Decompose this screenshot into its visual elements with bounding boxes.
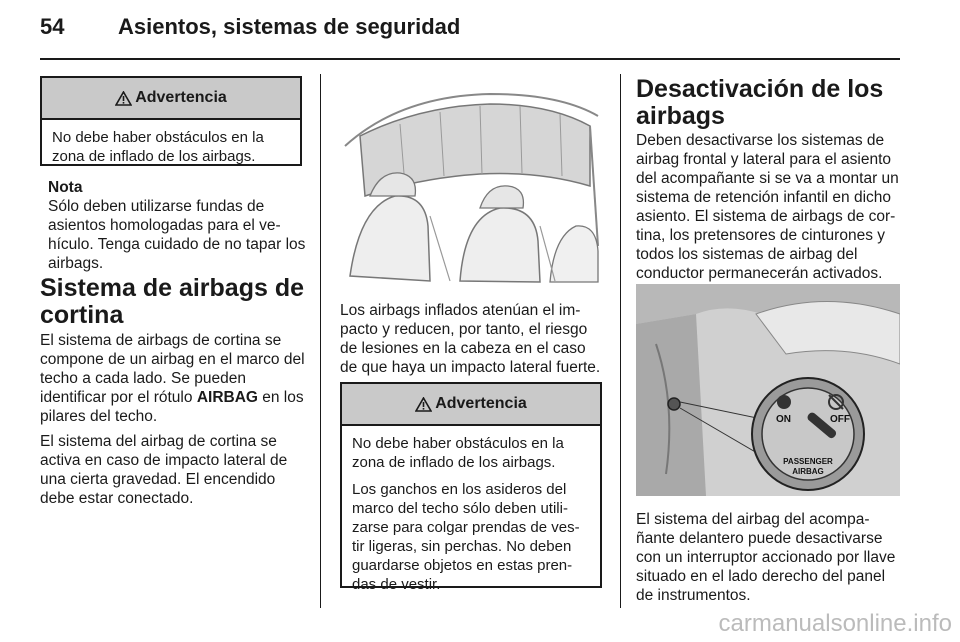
note-block: [48, 178, 306, 273]
warning-header: [342, 384, 600, 426]
warning-triangle-icon: [415, 397, 432, 412]
switch-caption-line1: PASSENGER: [783, 457, 833, 466]
warning-box-1: [40, 76, 302, 166]
warning-header: [42, 78, 300, 120]
column-divider-2: [620, 74, 621, 608]
header-divider: [40, 58, 900, 60]
switch-caption-line2: AIRBAG: [792, 467, 824, 476]
warning-paragraph-1: No debe haber obstáculos en la zona de inflado de los airbags.: [352, 435, 564, 471]
deactivation-paragraph-2: El sistema del airbag del acompa-ñante delantero puede desactivarse con un interruptor accionado por llave situado en el lado derecho del panel de instrumentos.: [636, 511, 896, 604]
warning-title: Advertencia: [435, 395, 527, 412]
section-title-airbag-deactivation: Desactivación de los airbags: [636, 75, 884, 130]
paragraph-1-part-a: El sistema de airbags de cortina se compone de un airbag en el marco del techo a cada lado. Se pueden identificar por el rótulo: [40, 332, 305, 406]
switch-on-label: ON: [776, 414, 791, 425]
switch-off-label: OFF: [830, 414, 850, 425]
page-number: 54: [40, 14, 65, 39]
note-text: Sólo deben utilizarse fundas de asientos homologadas para el ve-hículo. Tenga cuidado de no tapar los airbags.: [48, 198, 306, 272]
warning-title: Advertencia: [135, 89, 227, 106]
warning-paragraph: No debe haber obstáculos en la zona de inflado de los airbags.: [52, 129, 264, 165]
page-title: Asientos, sistemas de seguridad: [118, 14, 461, 39]
warning-text: [42, 120, 300, 180]
airbag-key-switch-illustration: [636, 284, 900, 496]
airbag-label-bold: AIRBAG: [196, 389, 258, 406]
paragraph-2: El sistema del airbag de cortina se activa en caso de impacto lateral de una cierta gravedad. El encendido debe estar conectado.: [40, 433, 288, 507]
section-title-curtain-airbags: Sistema de airbags de cortina: [40, 274, 305, 329]
column-divider-1: [320, 74, 321, 608]
warning-triangle-icon: [115, 91, 132, 106]
curtain-airbag-illustration: [340, 76, 602, 288]
watermark: carmanualsonline.info: [718, 610, 952, 637]
warning-box-2: [340, 382, 602, 593]
illustration-caption: Los airbags inflados atenúan el im-pacto y reducen, por tanto, el riesgo de lesiones en la cabeza en el caso de que haya un impacto lateral fuerte.: [340, 302, 601, 376]
paragraph-1: [40, 331, 308, 426]
warning-paragraph-2: Los ganchos en los asideros del marco del techo sólo deben utili-zarse para colgar prendas de ves-tir ligeras, sin perchas. No deben guardarse objetos en estas pren-das de vestir.: [352, 481, 580, 593]
deactivation-paragraph-1: Deben desactivarse los sistemas de airbag frontal y lateral para el asiento del acompañante si se va a montar un sistema de retención infantil en dicho asiento. El sistema de airbags de cor-tina, los pretensores de cinturones y todos los sistemas de airbag del conductor permanecerán activados.: [636, 132, 899, 282]
section-body-curtain-airbags: [40, 331, 308, 514]
note-label: Nota: [48, 179, 83, 196]
paragraph-1-part-b: en los pilares del techo.: [40, 389, 304, 425]
warning-text: [342, 426, 600, 608]
